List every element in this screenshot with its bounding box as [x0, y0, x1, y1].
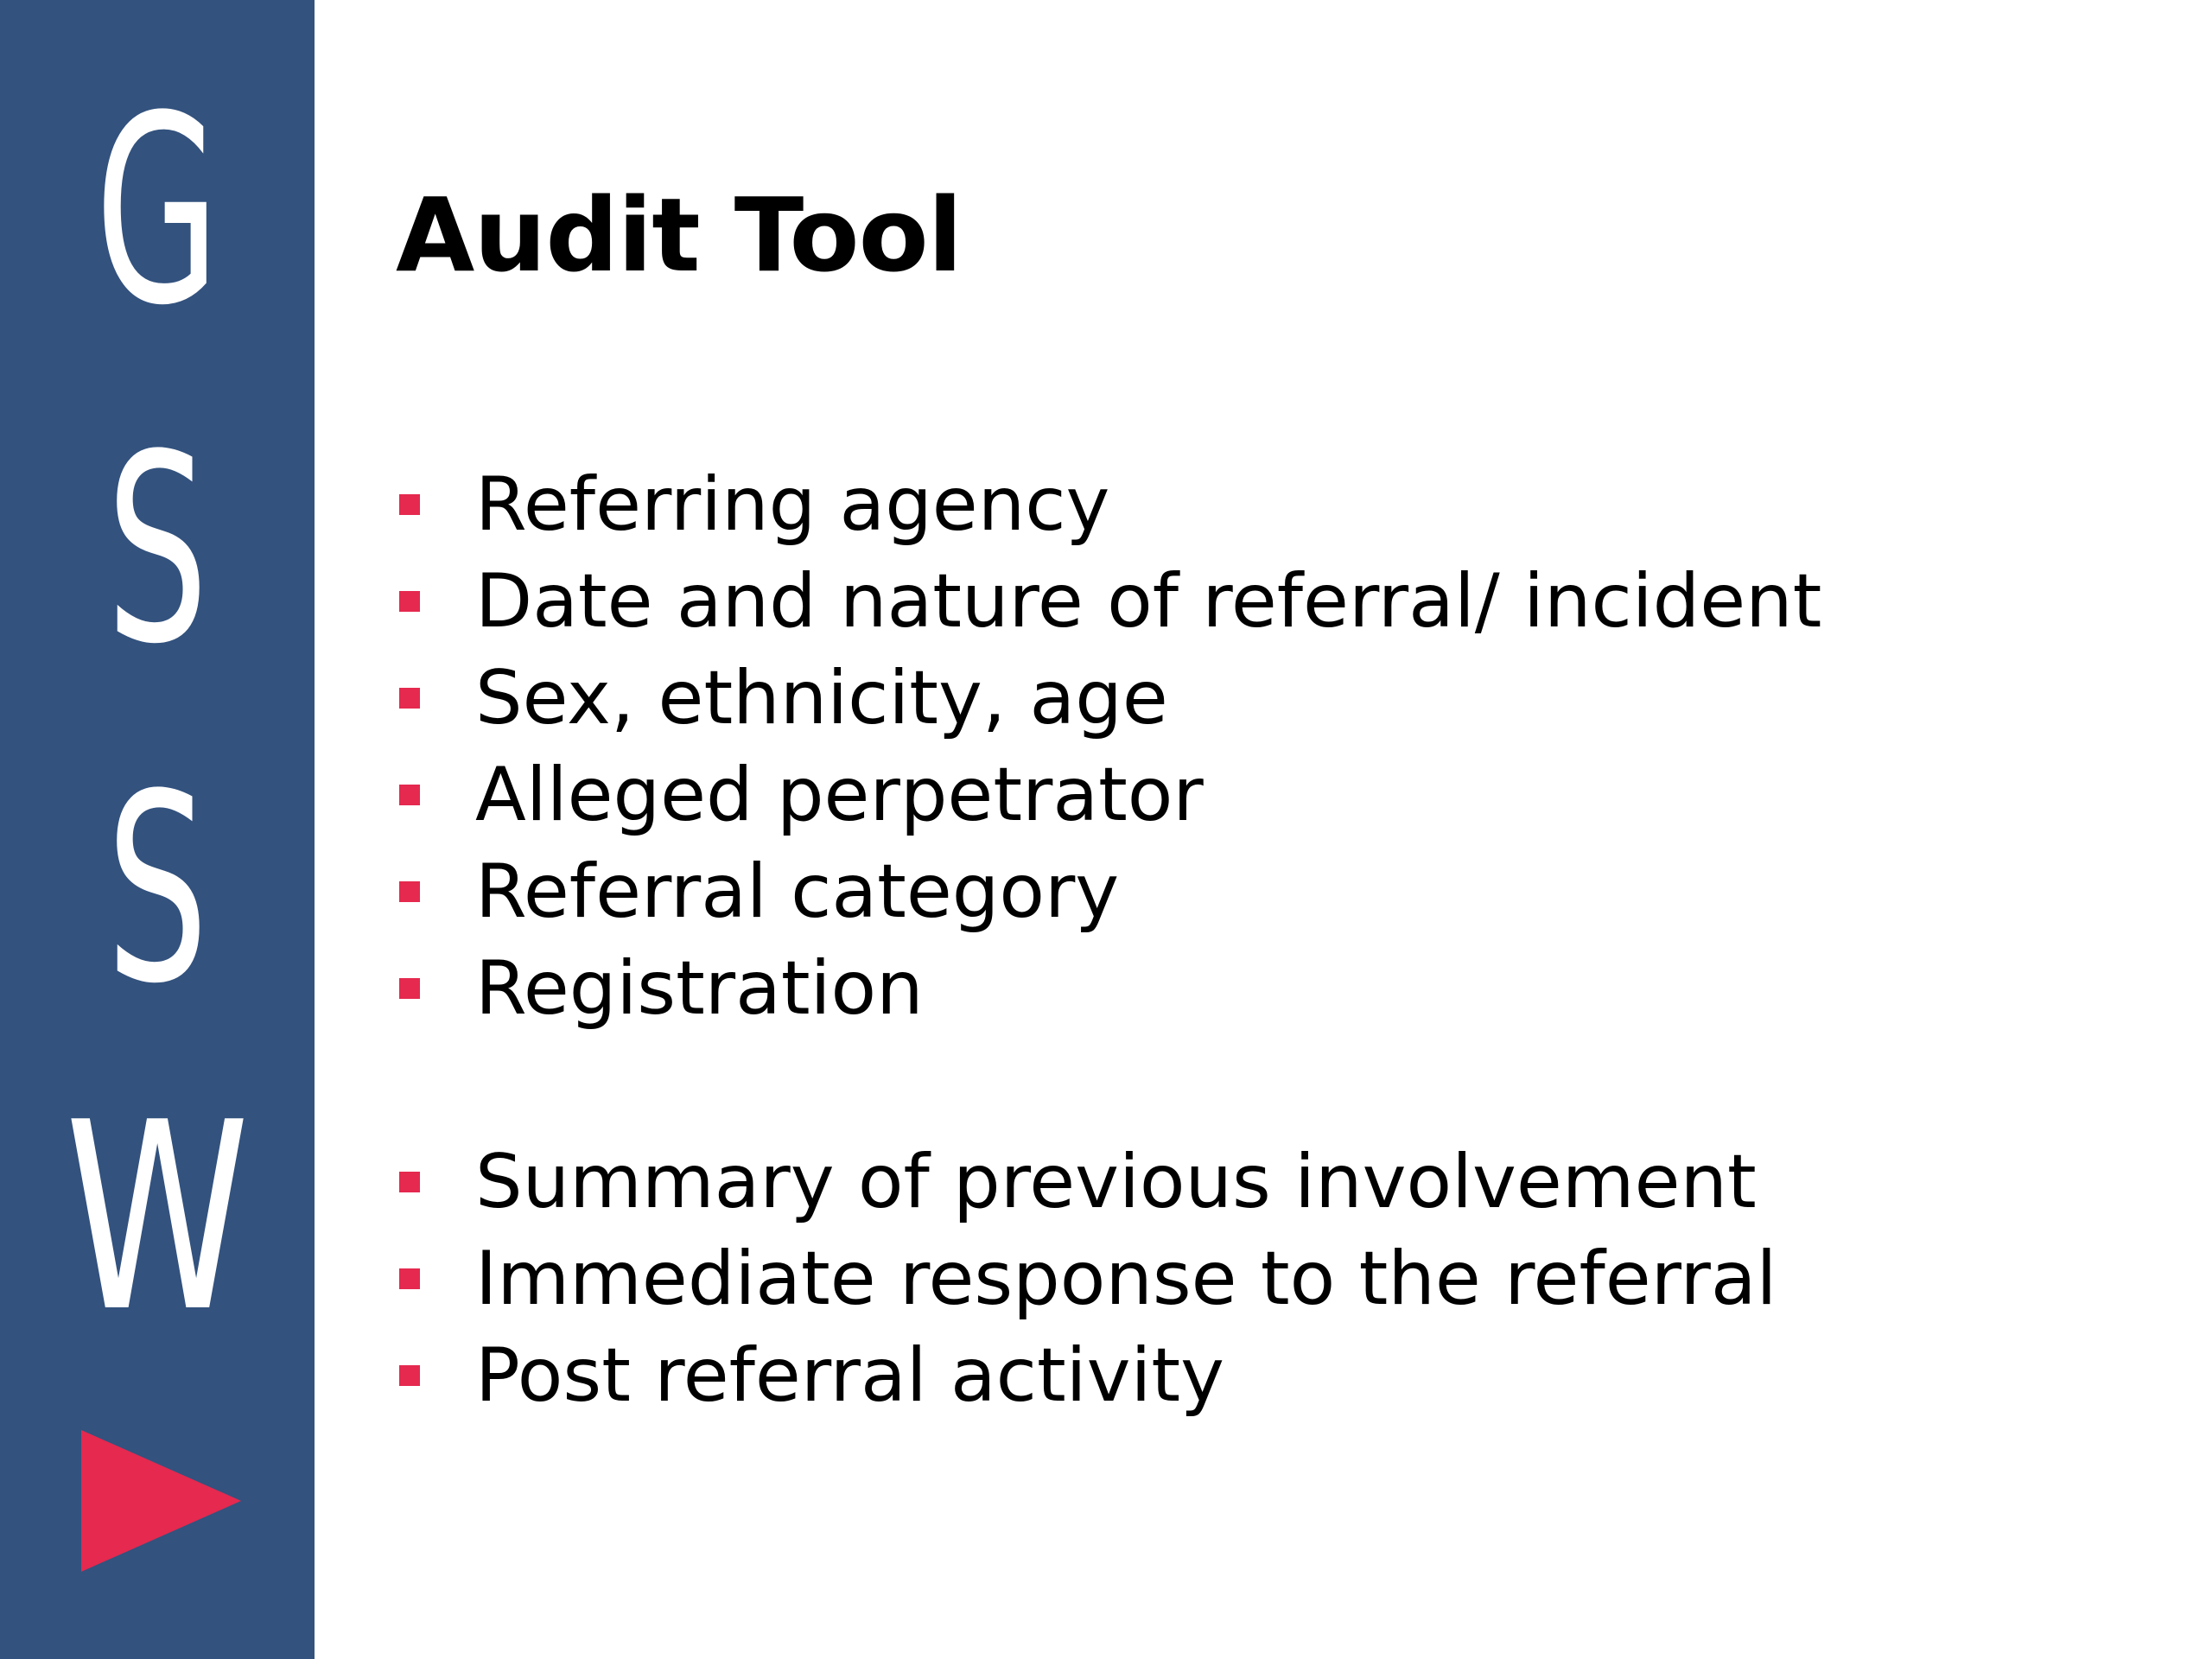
bullet-item	[396, 650, 2176, 747]
logo-letter-g: G	[94, 60, 220, 362]
logo-letter-s-2: S	[105, 739, 209, 1040]
square-bullet-icon	[399, 1365, 420, 1386]
bullet-text: Alleged perpetrator	[475, 752, 1204, 838]
square-bullet-icon	[399, 688, 420, 709]
bullet-item	[396, 843, 2176, 940]
logo-letter-w: W	[65, 1067, 250, 1369]
square-bullet-icon	[399, 1172, 420, 1192]
logo-letter-s-1: S	[105, 399, 209, 701]
brand-sidebar	[0, 0, 315, 1659]
bullet-text: Referring agency	[475, 461, 1110, 548]
square-bullet-icon	[399, 591, 420, 612]
bullet-text: Referral category	[475, 849, 1120, 935]
play-triangle-icon	[81, 1430, 241, 1572]
bullet-item	[396, 940, 2176, 1037]
square-bullet-icon	[399, 785, 420, 805]
square-bullet-icon	[399, 881, 420, 902]
slide-title: Audit Tool	[396, 175, 963, 295]
bullet-item	[396, 553, 2176, 650]
bullet-list	[396, 456, 2176, 1424]
square-bullet-icon	[399, 978, 420, 999]
bullet-item	[396, 1327, 2176, 1424]
bullet-item	[396, 747, 2176, 843]
bullet-text: Date and nature of referral/ incident	[475, 558, 1822, 645]
bullet-group-spacer	[396, 1037, 2176, 1134]
bullet-item	[396, 1230, 2176, 1327]
square-bullet-icon	[399, 494, 420, 515]
bullet-item	[396, 1134, 2176, 1230]
bullet-text: Immediate response to the referral	[475, 1236, 1777, 1322]
square-bullet-icon	[399, 1268, 420, 1289]
bullet-text: Summary of previous involvement	[475, 1139, 1757, 1225]
bullet-text: Sex, ethnicity, age	[475, 655, 1168, 741]
bullet-text: Registration	[475, 945, 924, 1032]
bullet-text: Post referral activity	[475, 1332, 1224, 1419]
bullet-item	[396, 456, 2176, 553]
